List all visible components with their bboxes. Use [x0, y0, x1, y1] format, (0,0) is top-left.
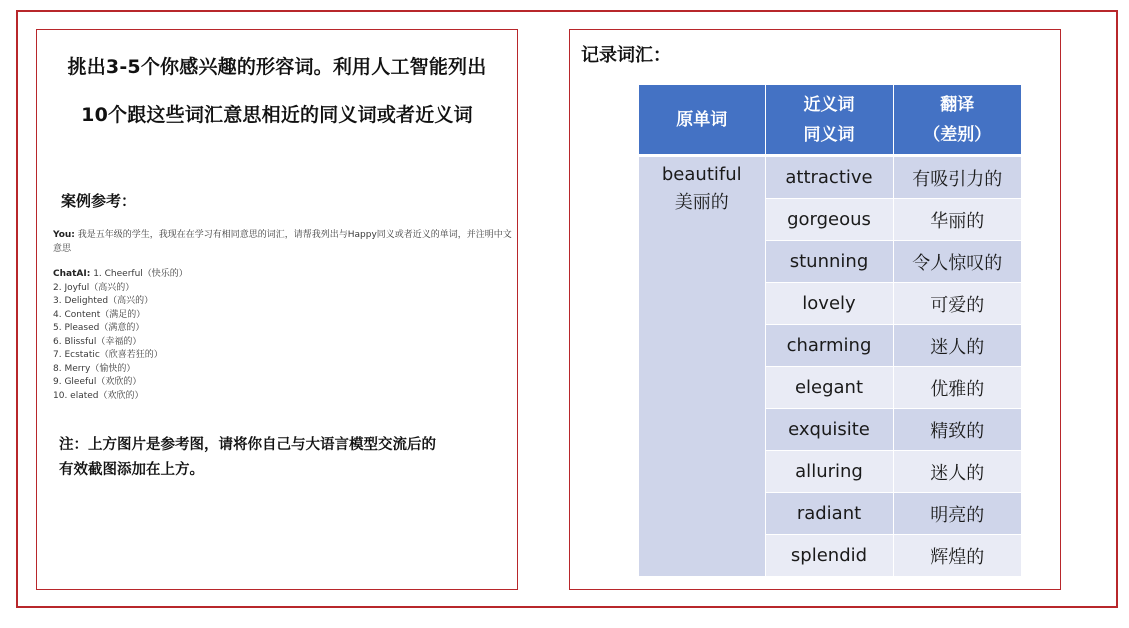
ai-response-item: 7. Ecstatic（欣喜若狂的）: [53, 350, 163, 360]
original-word-chinese: 美丽的: [674, 192, 729, 213]
header-synonym: 近义词 同义词: [765, 85, 893, 156]
translation-cell: 可爱的: [893, 283, 1021, 325]
header-translation: 翻译 （差别）: [893, 85, 1021, 156]
original-word-cell: [639, 156, 765, 577]
translation-cell: 辉煌的: [893, 535, 1021, 577]
translation-cell: 明亮的: [893, 493, 1021, 535]
translation-cell: 迷人的: [893, 325, 1021, 367]
ai-response-item: 9. Gleeful（欢欣的）: [53, 377, 142, 387]
note-text: [59, 433, 509, 483]
task-instruction-line-2: 10个跟这些词汇意思相近的同义词或者近义词: [81, 104, 473, 126]
vocabulary-panel: [569, 29, 1061, 590]
synonym-cell: radiant: [765, 493, 893, 535]
table-row: [639, 156, 1021, 199]
vocabulary-title: 记录词汇：: [581, 45, 671, 66]
ai-label: ChatAI:: [53, 269, 91, 279]
synonym-cell: exquisite: [765, 409, 893, 451]
synonym-cell: charming: [765, 325, 893, 367]
translation-cell: 迷人的: [893, 451, 1021, 493]
translation-cell: 精致的: [893, 409, 1021, 451]
ai-response-item: 5. Pleased（满意的）: [53, 323, 145, 333]
vocabulary-table: [639, 85, 1021, 577]
synonym-cell: gorgeous: [765, 199, 893, 241]
note-line-1: 注：上方图片是参考图，请将你自己与大语言模型交流后的: [59, 437, 436, 453]
ai-response-item: 10. elated（欢欣的）: [53, 390, 144, 401]
user-message: [53, 229, 515, 256]
translation-cell: 华丽的: [893, 199, 1021, 241]
ai-response-list: [53, 268, 515, 403]
user-message-text: 我是五年级的学生，我现在在学习有相同意思的词汇，请帮我列出与Happy同义或者近义的单词，并注明中文意思: [53, 230, 512, 254]
ai-response-item: ChatAI: 1. Cheerful（快乐的）: [53, 269, 188, 279]
note-line-2: 有效截图添加在上方。: [59, 462, 204, 478]
header-original-word: 原单词: [639, 85, 765, 156]
synonym-cell: elegant: [765, 367, 893, 409]
translation-cell: 有吸引力的: [893, 156, 1021, 199]
synonym-cell: lovely: [765, 283, 893, 325]
ai-response-item: 2. Joyful（高兴的）: [53, 282, 135, 293]
example-chat-screenshot: [53, 229, 515, 403]
example-heading: 案例参考：: [61, 192, 137, 210]
ai-response-item: 4. Content（满足的）: [53, 309, 146, 320]
table-header-row: [639, 85, 1021, 156]
synonym-cell: splendid: [765, 535, 893, 577]
synonym-cell: alluring: [765, 451, 893, 493]
synonym-cell: attractive: [765, 156, 893, 199]
ai-response-item: 6. Blissful（幸福的）: [53, 336, 142, 347]
synonym-cell: stunning: [765, 241, 893, 283]
user-label: You:: [53, 230, 75, 240]
translation-cell: 令人惊叹的: [893, 241, 1021, 283]
task-instruction-line-1: 挑出3-5个你感兴趣的形容词。利用人工智能列出: [67, 56, 487, 78]
task-panel: [36, 29, 518, 590]
ai-response-item: 3. Delighted（高兴的）: [53, 296, 154, 306]
ai-response-item: 8. Merry（愉快的）: [53, 363, 136, 374]
original-word-english: beautiful: [661, 164, 742, 185]
translation-cell: 优雅的: [893, 367, 1021, 409]
